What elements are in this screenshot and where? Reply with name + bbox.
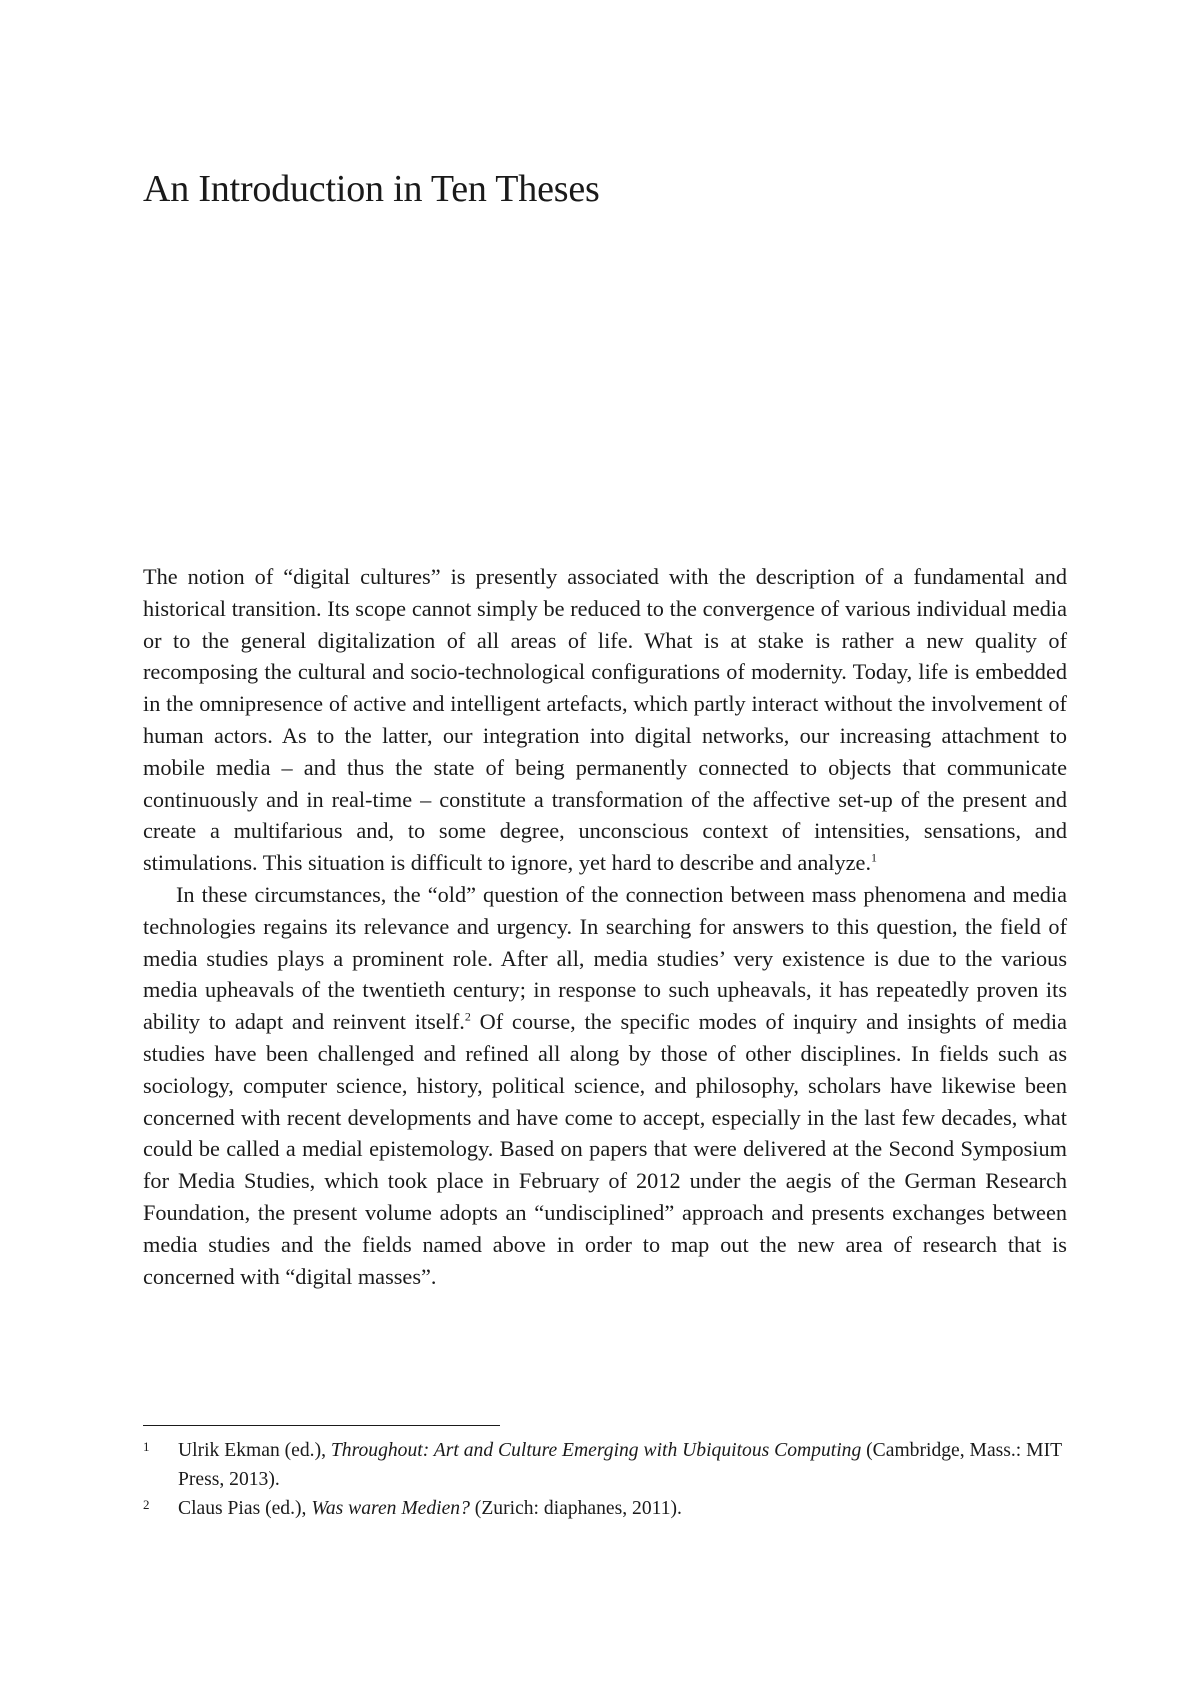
page-title: An Introduction in Ten Theses bbox=[143, 168, 600, 210]
footnote-book-title: Throughout: Art and Culture Emerging with Ubiquitous Computing bbox=[330, 1440, 862, 1461]
paragraph-1-text: The notion of “digital cultures” is presently associated with the description of a fundamental and historical transition. Its scope cannot simply be reduced to the convergence of various individual media or to the general digitalization of all areas of life. What is at stake is rather a new quality of recomposing the cultural and socio-technological configurations of modernity. Today, life is embedded in the omnipresence of active and intelligent artefacts, which partly interact without the involvement of human actors. As to the latter, our integration into digital networks, our increasing attachment to mobile media – and thus the state of being permanently connected to objects that communicate continuously and in real-time – constitute a transformation of the affective set-up of the present and create a multifarious and, to some degree, unconscious context of intensities, sensations, and stimulations. This situation is difficult to ignore, yet hard to describe and analyze. bbox=[143, 564, 1067, 876]
paragraph-1 bbox=[143, 561, 1067, 879]
footnotes bbox=[143, 1436, 1067, 1523]
footnote-1 bbox=[143, 1436, 1067, 1494]
footnote-publisher: (Zurich: diaphanes, 2011). bbox=[469, 1498, 682, 1519]
footnote-divider bbox=[143, 1425, 500, 1426]
footnote-ref-1: 1 bbox=[871, 850, 878, 865]
footnote-ref-2: 2 bbox=[464, 1009, 471, 1024]
footnote-2 bbox=[143, 1494, 1067, 1523]
footnote-author: Ulrik Ekman (ed.), bbox=[178, 1440, 331, 1461]
footnote-publisher: (Cambridge, Mass.: MIT Press, 2013). bbox=[178, 1440, 1062, 1490]
paragraph-2-text-a: In these circumstances, the “old” question of the connection between mass phenomena and media technologies regains its relevance and urgency. In searching for answers to this question, the field of media studies plays a prominent role. After all, media studies’ very existence is due to the various media upheavals of the twentieth century; in response to such upheavals, it has repeatedly proven its ability to adapt and reinvent itself. bbox=[143, 881, 1067, 1035]
footnote-number: 2 bbox=[143, 1497, 150, 1512]
paragraph-2 bbox=[143, 879, 1067, 1292]
footnote-text bbox=[178, 1494, 1067, 1523]
footnote-book-title: Was waren Medien? bbox=[311, 1498, 470, 1519]
footnote-text bbox=[178, 1436, 1067, 1494]
footnote-author: Claus Pias (ed.), bbox=[178, 1498, 312, 1519]
footnote-number: 1 bbox=[143, 1439, 150, 1454]
body-text bbox=[143, 561, 1067, 1292]
paragraph-2-text-b: Of course, the specific modes of inquiry and insights of media studies have been challenged and refined all along by those of other disciplines. In fields such as sociology, computer science, history, political science, and philosophy, scholars have likewise been concerned with recent developments and have come to accept, especially in the last few decades, what could be called a medial epistemology. Based on papers that were delivered at the Second Symposium for Media Studies, which took place in February of 2012 under the aegis of the German Research Foundation, the present volume adopts an “undisciplined” approach and presents exchanges between media studies and the fields named above in order to map out the new area of research that is concerned with “digital masses”. bbox=[143, 1009, 1068, 1289]
